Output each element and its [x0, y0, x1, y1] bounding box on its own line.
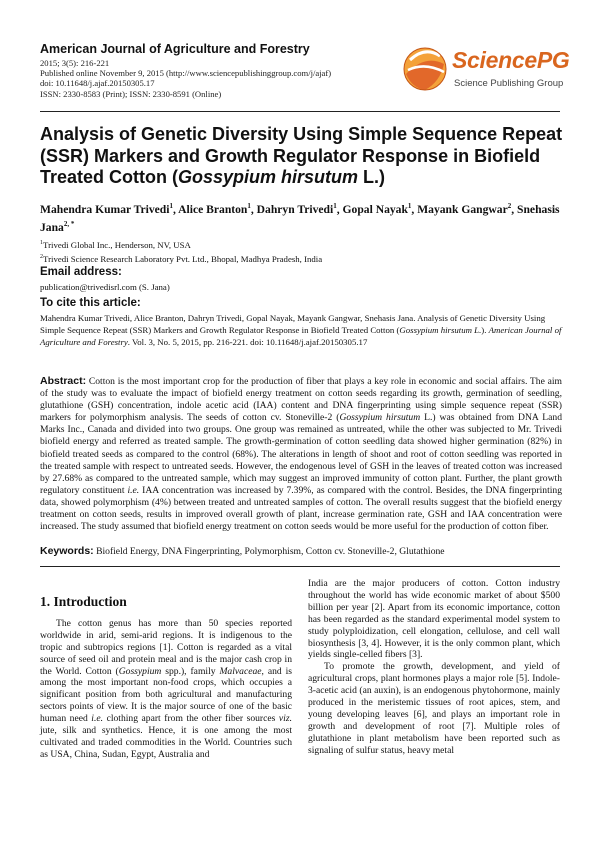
affiliation-1 [40, 237, 565, 251]
right-column [308, 578, 560, 757]
intro-ie: i.e. [91, 713, 104, 725]
citation-species: Gossypium hirsutum L. [399, 325, 482, 335]
intro-text: The cotton genus has more than 50 species reported worldwide in arid, semi-arid regions. It is indigenous to the tropic and subtropics regions [1]. Cotton is regarded as a vital source of seed oil and protein meal and is the major cash crop in the World. Cotton ( [40, 617, 292, 677]
intro-text: , and is among the most important non-food crops, which occupies a significant position from both agricultural and manufacturing sectors points of view. It is the major source of one of the basic human need [40, 665, 292, 725]
title-text: Analysis of Genetic Diversity Using Simple Sequence Repeat (SSR) Markers and Growth Regulator Response in Biofield Treated Cotton ( [40, 124, 563, 187]
intro-paragraph [40, 618, 292, 761]
author-name: Alice Branton [178, 202, 248, 216]
author-affil-sup: 1 [247, 202, 251, 210]
issn-line: ISSN: 2330-8583 (Print); ISSN: 2330-8591 (Online) [40, 88, 222, 99]
keywords-text: Biofield Energy, DNA Fingerprinting, Polymorphism, Cotton cv. Stoneville-2, Glutathione [93, 546, 445, 557]
affiliation-sup: 1 [40, 240, 43, 246]
affiliation-text: Trivedi Global Inc., Henderson, NV, USA [43, 239, 191, 250]
article-title [40, 124, 565, 189]
author-affil-sup: 2 [507, 202, 512, 210]
email-address[interactable]: publication@trivedisrl.com (S. Jana) [40, 282, 170, 292]
author-name: Mahendra Kumar Trivedi [40, 202, 170, 216]
issue-line: 2015; 3(5): 216-221 [40, 58, 110, 68]
author-affil-sup: 1 [407, 202, 412, 210]
cite-heading: To cite this article: [40, 297, 141, 309]
citation-journal: American Journal of Agriculture and Forestry [40, 325, 562, 347]
author-list: Mahendra Kumar Trivedi$^1$, Alice Branton$^1$, Dahryn Trivedi$^1$, Gopal Nayak$^1$, Mayank Gangwar$^2$, Snehasis Jana$^{2, *}$ [40, 202, 560, 235]
affiliation-2 [40, 251, 565, 265]
author-name: Dahryn Trivedi [256, 202, 334, 216]
affiliation-sup: 2 [40, 253, 43, 260]
author-name: Snehasis Jana [40, 202, 560, 235]
author-name: Gopal Nayak [342, 202, 408, 216]
intro-text: spp.), family [161, 665, 220, 677]
abstract-text: IAA concentration was increased by 7.39%, as compared with the control. Besides, the DNA fingerprinting data, showed polymorphism (4%) between treated and untreated samples of cotton. The overall results suggest that the biofield energy treatment on cotton seeds, results in improved overall growth of plant, increase germination rate, GSH and IAA concentration were increased. The study assumed that biofield energy treatment on cotton seeds would be more useful for the production of cotton fiber. [40, 484, 562, 533]
left-column [40, 578, 292, 761]
genus-name: Gossypium [118, 665, 162, 677]
logo-wordmark: SciencePG [452, 47, 570, 73]
author-name: Mayank Gangwar [417, 202, 508, 216]
title-tail: L.) [358, 167, 386, 187]
keywords [40, 545, 562, 558]
intro-viz: viz. [278, 713, 292, 725]
section-rule [40, 566, 560, 567]
intro-paragraph: India are the major producers of cotton. Cotton industry throughout the world has wide economic market of about $500 billion per year [2]. Apart from its economic importance, cotton has been regarded as the standard experimental model system to study polyploidization, cell elongation, cellulose, and cell wall biosynthesis [3, 4]. However, it is the only common plant, which yields single-celled fibers [3]. [308, 578, 560, 661]
intro-paragraph: To promote the growth, development, and yield of agricultural crops, plant hormones plays a major role [5]. Indole-3-acetic acid (an auxin), is an endogenous phytohormone, mainly produced in the meristemic tissues of root apices, stem, and young developing leaves [6], and plays an important role in growth and development of root [7]. Multiple roles of glutathione in plant metabolism have been reported such as signaling of sulfur status, heavy metal [308, 661, 560, 756]
globe-icon [400, 44, 450, 94]
email-heading: Email address: [40, 266, 122, 278]
author-affil-sup: 1 [169, 202, 173, 210]
affiliation-text: Trivedi Science Research Laboratory Pvt. Ltd., Bhopal, Madhya Pradesh, India [43, 253, 323, 264]
intro-heading: 1. Introduction [40, 594, 127, 609]
abstract-text: Cotton is the most important crop for the production of fiber that plays a key role in economic and social affairs. The aim of the study was to evaluate the impact of biofield energy treatment on cotton seeds regarding its growth, germination of seedling, glutathione (GSH) concentration, indole acetic acid (IAA) content and DNA fingerprinting using simple sequence repeat (SSR) markers for polymorphism analysis. The seeds of cotton cv. Stoneville-2 ( [40, 376, 562, 424]
keywords-label: Keywords: [40, 545, 94, 557]
journal-name: American Journal of Agriculture and Forestry [40, 42, 310, 56]
family-name: Malvaceae [219, 665, 262, 677]
logo-subtitle: Science Publishing Group [454, 78, 564, 89]
publisher-logo [400, 40, 570, 100]
citation-part: Mahendra Kumar Trivedi, Alice Branton, Dahryn Trivedi, Gopal Nayak, Mayank Gangwar, Snehasis Jana. Analysis of Genetic Diversity Using Simple Sequence Repeat (SSR) Markers and Growth Regulator Response in Biofield Treated Cotton ( [40, 313, 546, 335]
abstract-ie: i.e. [127, 484, 140, 496]
header-rule [40, 111, 560, 112]
abstract [40, 375, 562, 533]
abstract-text: L.) was obtained from DNA Land Marks Inc., Canada and divided into two groups. One group was remained as untreated, while the other was subjected to Mr. Trivedi biofield energy and referred as treated sample. The growth-germination of cotton seedling data showed higher germination (82%) in biofield treated seeds as compared to the control (68%). The alterations in length of shoot and root of cotton seedling was reported in the treated sample with respect to untreated seeds. However, the endogenous level of GSH in the leaves of treated cotton was increased by 27.68% as compared to the untreated sample, which may suggest an improved immunity of cotton plant. Further, the plant growth regulatory constituent [40, 412, 562, 496]
title-species: Gossypium hirsutum [178, 167, 359, 187]
citation-text [40, 312, 565, 348]
citation-part: ). [481, 325, 489, 335]
affiliations [40, 237, 565, 265]
published-line: Published online November 9, 2015 (http://www.sciencepublishinggroup.com/j/ajaf) [40, 68, 332, 79]
doi-line: doi: 10.11648/j.ajaf.20150305.17 [40, 78, 155, 89]
citation-part: . Vol. 3, No. 5, 2015, pp. 216-221. doi: 10.11648/j.ajaf.20150305.17 [127, 337, 368, 347]
author-affil-sup: 1 [333, 202, 337, 210]
intro-text: clothing apart from the other fiber sources [103, 713, 279, 725]
abstract-species: Gossypium hirsutum [339, 412, 421, 424]
author-affil-sup: 2, * [63, 220, 75, 229]
intro-text: jute, silk and synthetics. Hence, it is one among the most cultivated and traded commodities in the World. Countries such as USA, China, Sudan, Egypt, Australia and [40, 725, 292, 760]
abstract-label: Abstract: [40, 375, 87, 387]
journal-header [40, 42, 370, 99]
